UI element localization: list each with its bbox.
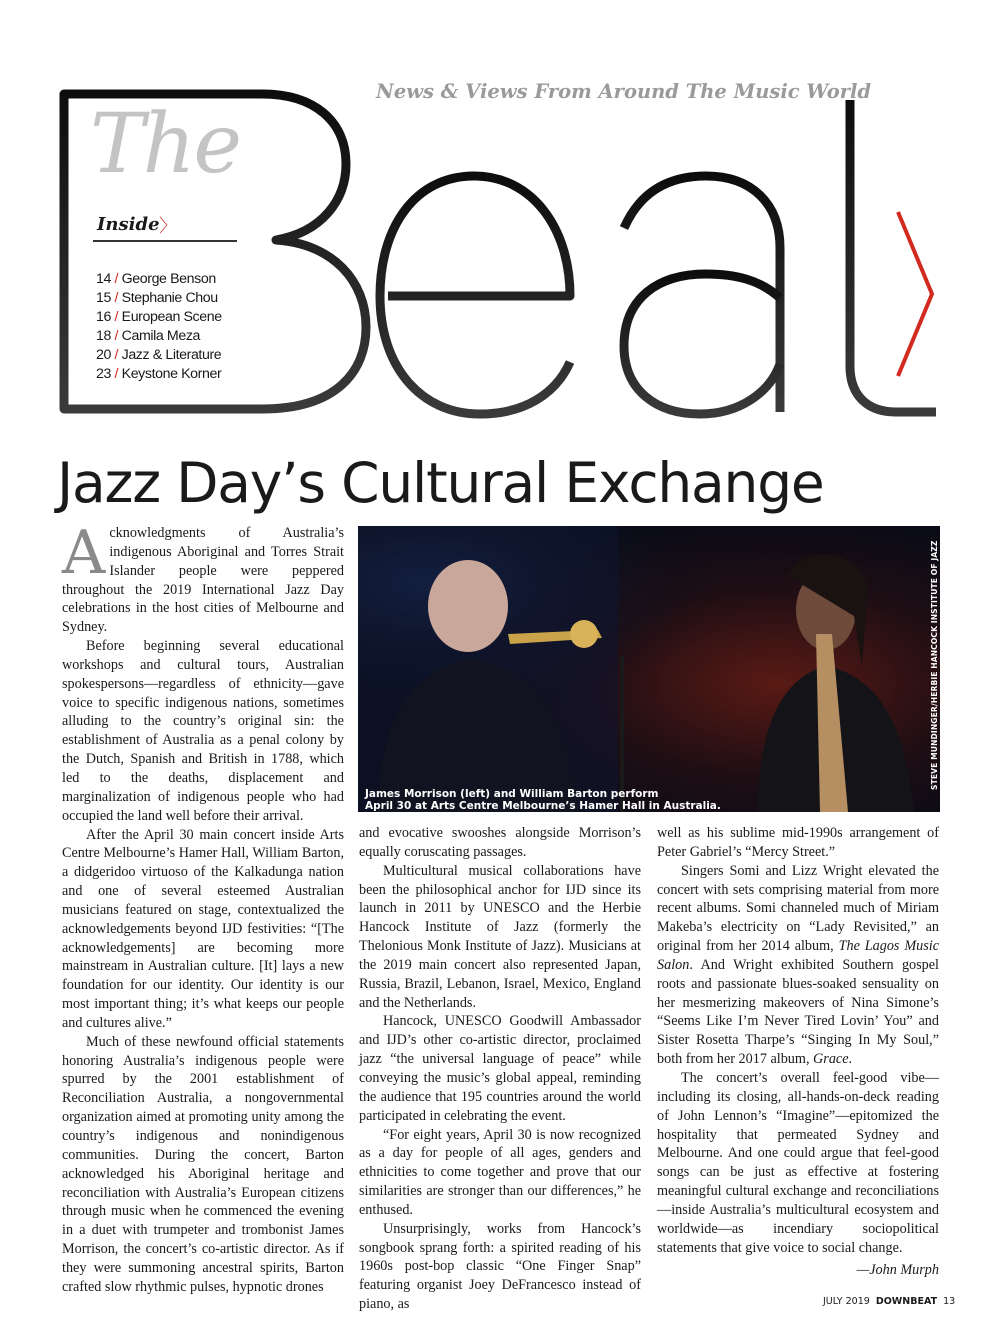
chevron-right-icon: 〉	[159, 216, 177, 237]
toc-item[interactable]: 14 / George Benson	[96, 271, 216, 287]
paragraph: The concert’s overall feel-good vibe—including its closing, all-hands-on-deck reading of John Lennon’s “Imagine”—epitomized the hospitality that permeated Sydney and Melbourne. And one could argue that feel-good songs can be just as effective at fostering meaningful cultural exchange and reconciliations—inside Australia’s multicultural ecosystem and worldwide—as incendiary sociopolitical statements that give voice to social change.	[657, 1069, 939, 1256]
toc-item[interactable]: 18 / Camila Meza	[96, 328, 201, 344]
inside-label: Inside	[97, 214, 160, 235]
table-of-contents	[96, 270, 266, 384]
byline: —John Murph	[856, 1262, 939, 1279]
toc-item[interactable]: 16 / European Scene	[96, 309, 222, 325]
toc-item[interactable]: 20 / Jazz & Literature	[96, 347, 222, 363]
article-headline: Jazz Day’s Cultural Exchange	[57, 451, 824, 515]
paragraph: Hancock, UNESCO Goodwill Ambassador and IJD’s other co-artistic director, proclaimed jazz “the universal language of peace” while conveying the music’s global appeal, reminding the audience that 195 countries around the world participated in celebrating the event.	[359, 1013, 641, 1124]
toc-separator: /	[110, 366, 122, 382]
page-number: 13	[943, 1296, 956, 1307]
inside-divider	[93, 240, 237, 242]
toc-separator: /	[110, 290, 122, 306]
article-photo	[358, 526, 940, 812]
toc-item[interactable]: 15 / Stephanie Chou	[96, 290, 218, 306]
paragraph: Multicultural musical collaborations have been the philosophical anchor for IJD since its launch in 2011 by UNESCO and the Herbie Hancock Institute of Jazz (formerly the Thelonious Monk Institute of Jazz). Musicians at the 2019 main concert also represented Japan, Russia, Brazil, Lebanon, Israel, Mexico, England and the Netherlands.	[359, 862, 641, 1011]
toc-separator: /	[110, 328, 122, 344]
photo-caption: James Morrison (left) and William Barton perform April 30 at Arts Centre Melbourne’s Hamer Hall in Australia.	[365, 788, 721, 812]
paragraph: After the April 30 main concert inside Arts Centre Melbourne’s Hamer Hall, William Barton, a didgeridoo virtuoso of the Kalkadunga nation and one of several esteemed Australian musicians featured on stage, contextualized the acknowledgements beyond IJD festivities: “[The acknowledgements] are becoming more mainstream in Australian culture. [It] lays a new foundation for our identity. Our identity is our most important thing; it’s what keeps our people and cultures alive.”	[62, 826, 344, 1031]
paragraph: well as his sublime mid-1990s arrangement of Peter Gabriel’s “Mercy Street.”	[657, 825, 939, 860]
photo-credit: STEVE MUNDINGER/HERBIE HANCOCK INSTITUTE OF JAZZ	[930, 540, 939, 790]
paragraph: Much of these newfound official statements honoring Australia’s indigenous people were spurred by the 2001 establishment of Reconciliation Australia, a nongovernmental organization aimed at promoting unity among the country’s indigenous and nonindigenous communities. During the concert, Barton acknowledged his Aboriginal heritage and reconciliation with Australia’s European citizens through music when he commenced the evening in a duet with trumpeter and trombonist James Morrison, the concert’s co-artistic director. As if they were summoning ancestral spirits, Barton crafted slow rhythmic pulses, hypnotic drones	[62, 1033, 344, 1295]
album-title: Grace	[813, 1051, 849, 1068]
paragraph: Unsurprisingly, works from Hancock’s songbook sprang forth: a spirited reading of his 1960s post-bop classic “One Finger Snap” featuring organist Joey DeFrancesco instead of piano, as	[359, 1220, 641, 1313]
drop-cap: A	[62, 518, 106, 588]
concert-photo-illustration	[358, 526, 940, 812]
paragraph: and evocative swooshes alongside Morrison’s equally coruscating passages.	[359, 825, 641, 860]
toc-separator: /	[110, 347, 122, 363]
magazine-name: DOWNBEAT	[875, 1296, 938, 1307]
paragraph: Before beginning several educational workshops and cultural tours, Australian spokespersons—regardless of ethnicity—gave voice to specific indigenous nations, sometimes alluding to the country’s original sin: the establishment of Australia as a penal colony by the Dutch, Spanish and British in 1788, which led to the deaths, displacement and marginalization of indigenous people who had occupied the land well before their arrival.	[62, 638, 344, 824]
toc-item[interactable]: 23 / Keystone Korner	[96, 366, 222, 382]
issue-date: JULY 2019	[823, 1296, 870, 1307]
page-footer	[823, 1296, 955, 1307]
article-column-3	[657, 824, 939, 1280]
toc-separator: /	[110, 271, 122, 287]
paragraph: Acknowledgments of Australia’s indigenous Aboriginal and Torres Strait Islander people were peppered throughout the 2019 International Jazz Day celebrations in the host cities of Melbourne and Sydney.	[62, 518, 344, 636]
toc-separator: /	[110, 309, 122, 325]
paragraph: Singers Somi and Lizz Wright elevated the concert with sets comprising material from more recent albums. Somi channeled much of Miriam Makeba’s electricity on “Lady Revisited,” an original from her 2014 album, The Lagos Music Salon. And Wright exhibited Southern gospel roots and passionate blues-soaked sensuality on her mesmerizing makeovers of Nina Simone’s “Seems Like I’m Never Tired Lovin’ You” and Sister Rosetta Tharpe’s “Singing In My Soul,” both from her 2017 album, Grace.	[657, 862, 939, 1068]
article-column-1	[62, 518, 344, 1297]
article-column-2	[359, 824, 641, 1314]
album-title: The Lagos Music Salon	[657, 938, 939, 973]
masthead-the-word: The	[90, 97, 241, 192]
paragraph: “For eight years, April 30 is now recognized as a day for people of all ages, genders and ethnicities to come together and prove that our similarities are stronger than our differences,” he enthused.	[359, 1126, 641, 1218]
masthead-tagline: News & Views From Around The Music World	[376, 80, 872, 103]
